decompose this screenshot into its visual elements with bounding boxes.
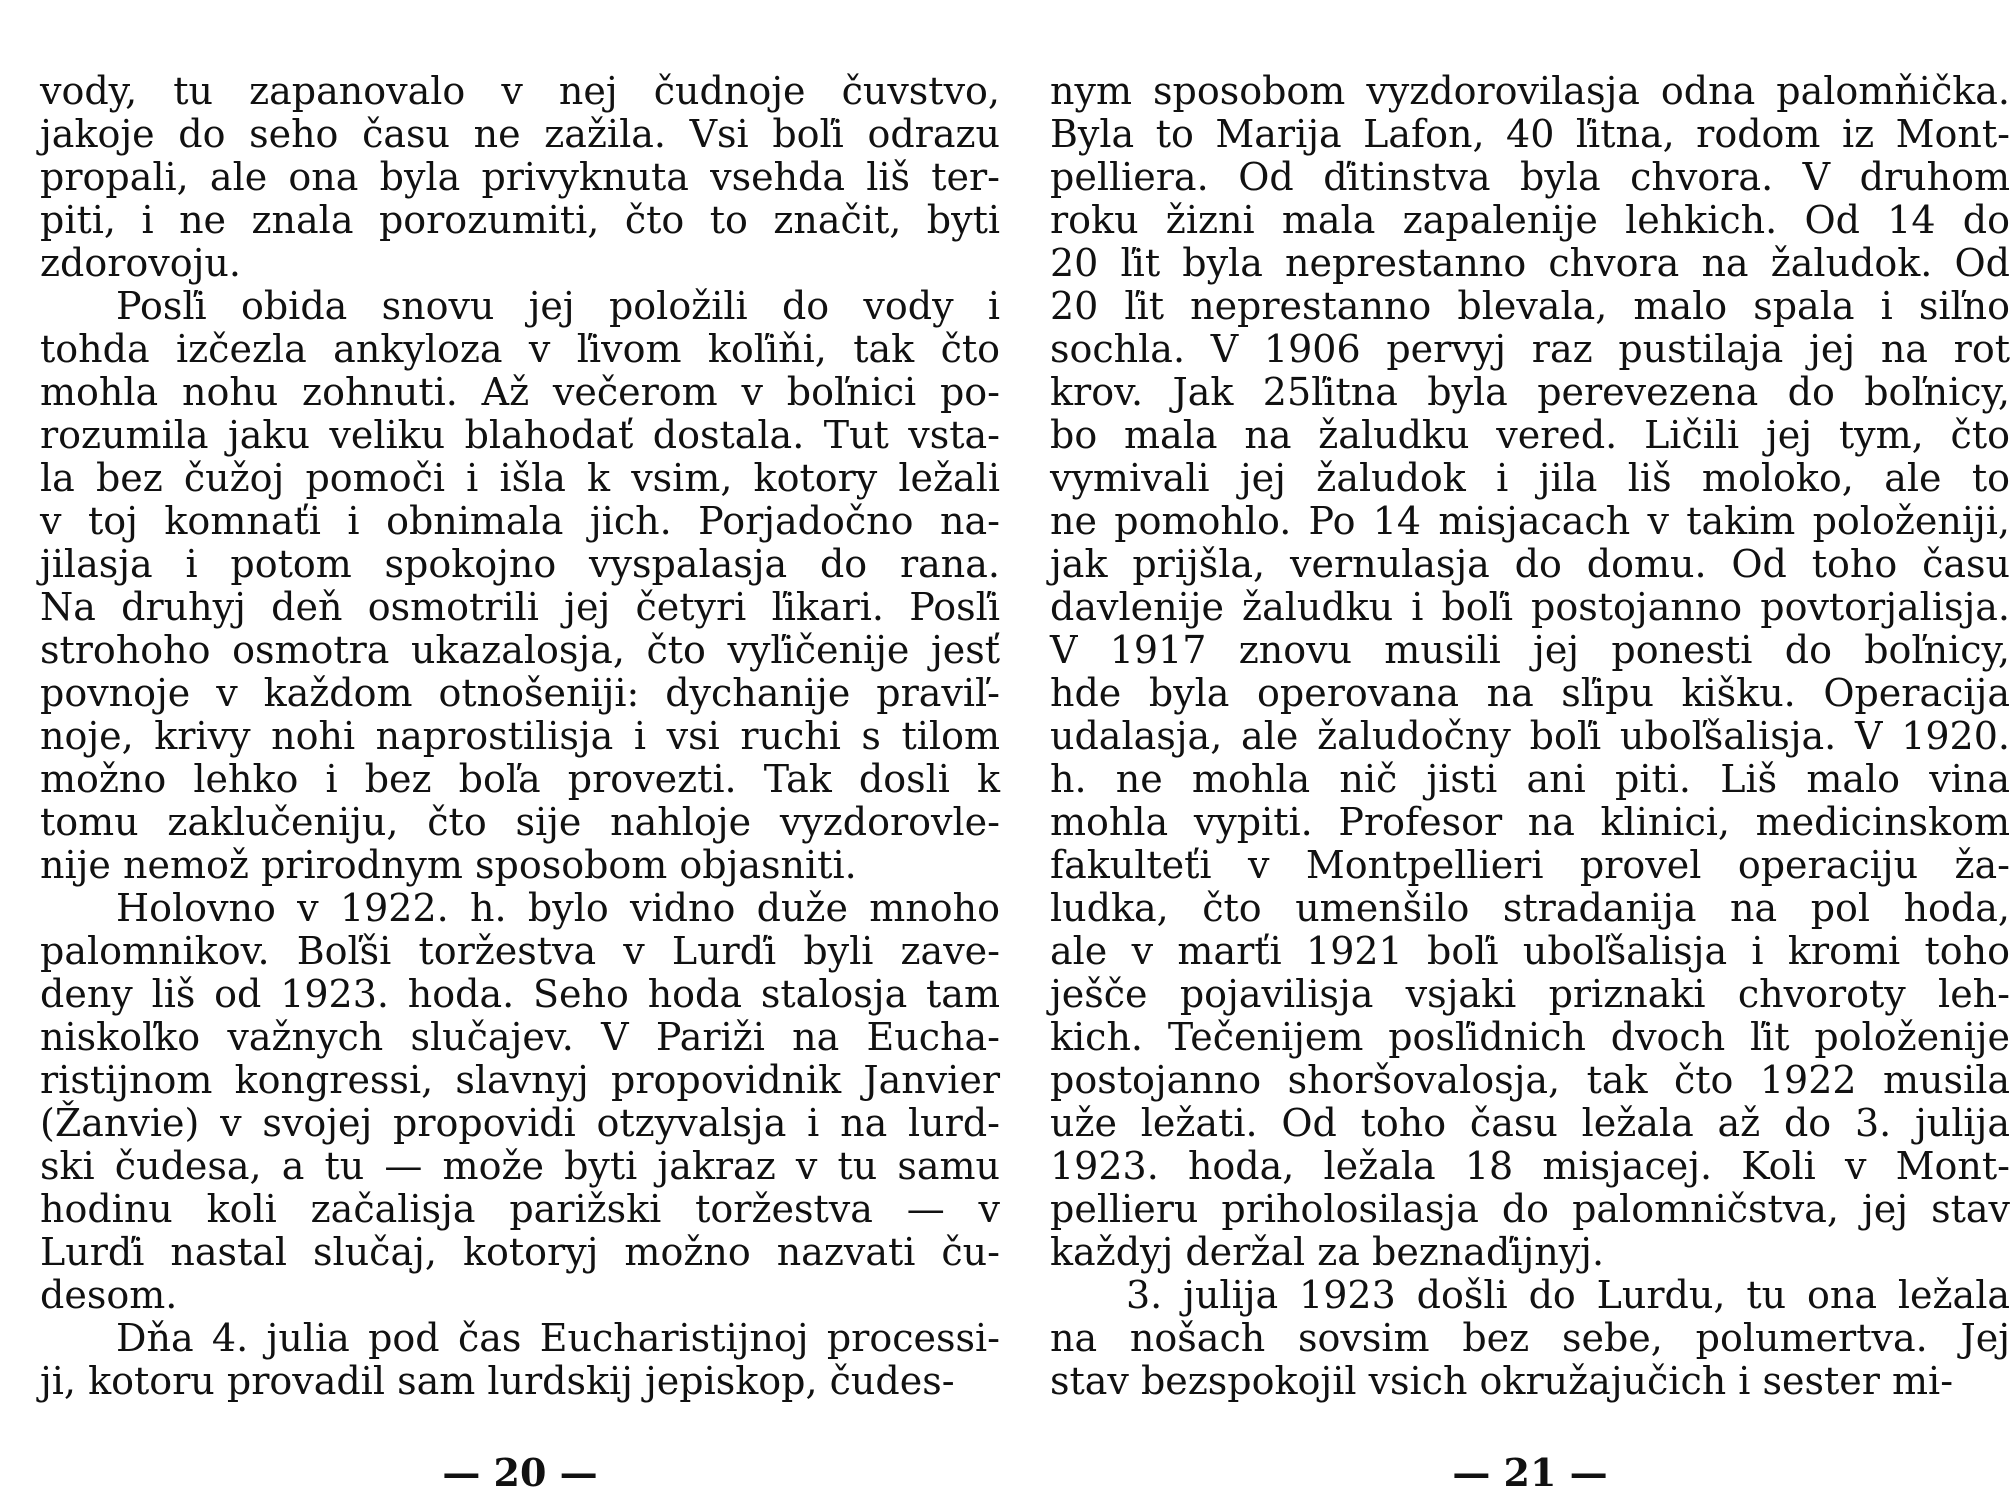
text-line: Byla to Marija Lafon, 40 ľitna, rodom iz Mont-: [1050, 112, 2010, 156]
text-line: (Žanvie) v svojej propovidi otzyvalsja i na lurd-: [40, 1101, 1000, 1145]
text-line: ji, kotoru provadil sam lurdskij jepiskop, čudes-: [40, 1359, 955, 1403]
text-line: jak prijšla, vernulasja do domu. Od toho času: [1050, 542, 2010, 586]
text-line: desom.: [40, 1273, 178, 1317]
text-line: deny liš od 1923. hoda. Seho hoda stalosja tam: [40, 972, 1000, 1016]
text-line: 20 ľit neprestanno blevala, malo spala i siľno: [1050, 284, 2010, 328]
text-line: Holovno v 1922. h. bylo vidno duže mnoho: [116, 886, 1000, 930]
text-line: ristijnom kongressi, slavnyj propovidnik Janvier: [40, 1058, 1000, 1102]
text-line: mohla nohu zohnuti. Až večerom v boľnici po-: [40, 370, 1000, 414]
text-line: ludka, čto umenšilo stradanija na pol hoda,: [1050, 886, 2010, 930]
text-line: nije nemož prirodnym sposobom objasniti.: [40, 843, 857, 887]
text-line: propali, ale ona byla privyknuta vsehda liš ter-: [40, 155, 1000, 199]
text-line: povnoje v každom otnošeniji: dychanije praviľ-: [40, 671, 1000, 715]
text-line: udalasja, ale žaludočny boľi uboľšalisja. V 1920.: [1050, 714, 2010, 758]
text-line: na nošach sovsim bez sebe, polumertva. Jej: [1050, 1316, 2010, 1360]
text-line: postojanno shoršovalosja, tak čto 1922 musila: [1050, 1058, 2010, 1102]
text-line: vymivali jej žaludok i jila liš moloko, ale to: [1050, 456, 2010, 500]
text-line: jakoje do seho času ne zažila. Vsi boľi odrazu: [40, 112, 1000, 156]
text-line: kich. Tečenijem posľidnich dvoch ľit položenije: [1050, 1015, 2010, 1059]
text-line: piti, i ne znala porozumiti, čto to značit, byti: [40, 198, 1000, 242]
text-line: zdorovoju.: [40, 241, 241, 285]
text-line: 3. julija 1923 došli do Lurdu, tu ona ležala: [1126, 1273, 2010, 1317]
text-line: la bez čužoj pomoči i išla k vsim, kotory ležali: [40, 456, 1000, 500]
text-line: 1923. hoda, ležala 18 misjacej. Koli v Mont-: [1050, 1144, 2010, 1188]
text-line: Lurďi nastal slučaj, kotoryj možno nazvati ču-: [40, 1230, 1000, 1274]
text-line: sochla. V 1906 pervyj raz pustilaja jej na rot: [1050, 327, 2010, 371]
text-line: bo mala na žaludku vered. Ličili jej tym, čto: [1050, 413, 2010, 457]
text-line: pellieru priholosilasja do palomničstva, jej stav: [1050, 1187, 2010, 1231]
text-line: Posľi obida snovu jej položili do vody i: [116, 284, 1000, 328]
text-line: strohoho osmotra ukazalosja, čto vyľičenije jesť: [40, 628, 1000, 672]
text-line: nym sposobom vyzdorovilasja odna palomňička.: [1050, 69, 2010, 113]
left-page: [40, 69, 1000, 1495]
text-line: noje, krivy nohi naprostilisja i vsi ruchi s tilom: [40, 714, 1000, 758]
text-line: v toj komnaťi i obnimala jich. Porjadočno na-: [40, 499, 1000, 543]
text-line: fakulteťi v Montpellieri provel operaciju ža-: [1050, 843, 2010, 887]
text-line: tomu zaklučeniju, čto sije nahloje vyzdorovle-: [40, 800, 1000, 844]
text-line: palomnikov. Boľši toržestva v Lurďi byli zave-: [40, 929, 1000, 973]
text-line: roku žizni mala zapalenije lehkich. Od 14 do: [1050, 198, 2010, 242]
right-page-number: — 21 —: [1452, 1450, 1608, 1495]
text-line: hde byla operovana na sľipu kišku. Operacija: [1050, 671, 2010, 715]
text-line: ale v marťi 1921 boľi uboľšalisja i kromi toho: [1050, 929, 2010, 973]
text-line: krov. Jak 25ľitna byla perevezena do boľnicy,: [1050, 370, 2010, 414]
text-line: možno lehko i bez boľa provezti. Tak dosli k: [40, 757, 1000, 801]
text-line: mohla vypiti. Profesor na klinici, medicinskom: [1050, 800, 2010, 844]
text-line: ne pomohlo. Po 14 misjacach v takim položeniji,: [1050, 499, 2010, 543]
text-line: Dňa 4. julia pod čas Eucharistijnoj processi-: [116, 1316, 1000, 1360]
text-line: stav bezspokojil vsich okružajučich i sester mi-: [1050, 1359, 1954, 1403]
text-line: 20 ľit byla neprestanno chvora na žaludok. Od: [1050, 241, 2010, 285]
text-line: davlenije žaludku i boľi postojanno povtorjalisja.: [1050, 585, 2010, 629]
right-page-text: [1050, 70, 2010, 1403]
text-line: h. ne mohla nič jisti ani piti. Liš malo vina: [1050, 757, 2010, 801]
text-line: každyj deržal za beznaďijnyj.: [1050, 1230, 1605, 1274]
text-line: jilasja i potom spokojno vyspalasja do rana.: [40, 542, 1000, 586]
text-line: niskoľko važnych slučajev. V Pariži na Eucha-: [40, 1015, 1000, 1059]
left-page-text: [40, 70, 1000, 1403]
text-line: pelliera. Od ďitinstva byla chvora. V druhom: [1050, 155, 2010, 199]
text-line: ješče pojavilisja vsjaki priznaki chvoroty leh-: [1050, 972, 2010, 1016]
text-line: rozumila jaku veliku blahodať dostala. Tut vsta-: [40, 413, 1000, 457]
text-line: vody, tu zapanovalo v nej čudnoje čuvstvo,: [40, 69, 1000, 113]
text-line: hodinu koli začalisja parižski toržestva — v: [40, 1187, 1000, 1231]
right-page: [1050, 69, 2010, 1495]
text-line: uže ležati. Od toho času ležala až do 3. julija: [1050, 1101, 2010, 1145]
text-line: ski čudesa, a tu — može byti jakraz v tu samu: [40, 1144, 1000, 1188]
text-line: tohda izčezla ankyloza v ľivom koľiňi, tak čto: [40, 327, 1000, 371]
left-page-number: — 20 —: [442, 1450, 598, 1495]
text-line: Na druhyj deň osmotrili jej četyri ľikari. Posľi: [40, 585, 1000, 629]
text-line: V 1917 znovu musili jej ponesti do boľnicy,: [1050, 628, 2010, 672]
